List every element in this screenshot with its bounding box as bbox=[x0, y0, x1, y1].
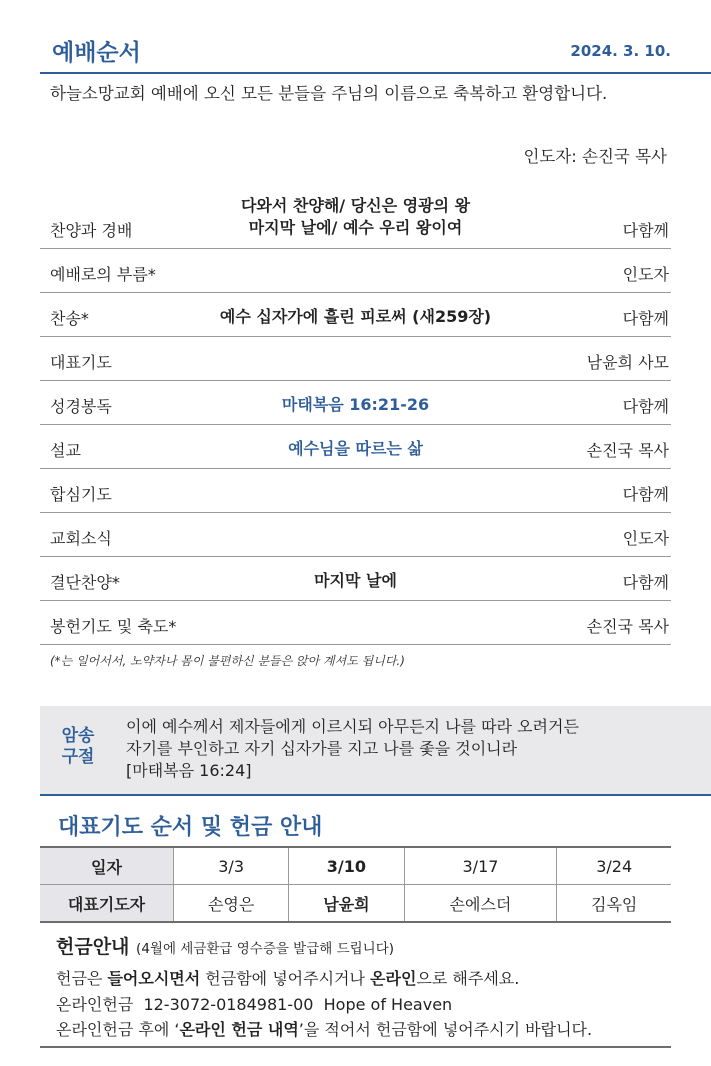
online-account-line: 온라인헌금 12-3072-0184981-00 Hope of Heaven bbox=[56, 995, 453, 1014]
memory-verse-title-line2: 구절 bbox=[61, 747, 95, 767]
order-label: 설교 bbox=[50, 441, 81, 460]
order-person: 손진국 목사 bbox=[586, 441, 669, 460]
order-label: 성경봉독 bbox=[50, 397, 112, 416]
section-title-prayer-offering: 대표기도 순서 및 헌금 안내 bbox=[58, 815, 323, 840]
offering-emphasis: 들어오시면서 bbox=[107, 969, 201, 988]
offering-text: 온라인헌금 후에 ‘ bbox=[56, 1020, 180, 1039]
offering-line-3 bbox=[56, 1017, 592, 1040]
table-row-prayers bbox=[40, 885, 671, 923]
order-label: 봉헌기도 및 축도* bbox=[50, 617, 177, 636]
memory-verse-reference: [마태복음 16:24] bbox=[126, 761, 252, 780]
prayer-schedule-table bbox=[40, 846, 671, 923]
offering-text: 으로 해주세요. bbox=[416, 969, 520, 988]
order-label: 찬송* bbox=[50, 309, 89, 328]
offering-emphasis: 온라인 bbox=[370, 969, 417, 988]
row-header-prayer: 대표기도자 bbox=[40, 885, 174, 923]
order-person: 남윤희 사모 bbox=[586, 353, 669, 372]
standing-note: (*는 일어서서, 노약자나 몸이 불편하신 분들은 앉아 계셔도 됩니다.) bbox=[50, 654, 405, 668]
order-row bbox=[40, 425, 671, 469]
order-person: 인도자 bbox=[622, 265, 669, 284]
order-row bbox=[40, 337, 671, 381]
section-divider bbox=[40, 794, 711, 796]
page-title: 예배순서 bbox=[52, 40, 141, 66]
offering-subtitle: (4월에 세금환급 영수증을 발급해 드립니다) bbox=[136, 941, 395, 957]
order-detail-line: 마지막 날에/ 예수 우리 왕이여 bbox=[248, 218, 463, 237]
order-label: 대표기도 bbox=[50, 353, 112, 372]
page-header bbox=[40, 30, 711, 74]
order-detail bbox=[40, 394, 671, 416]
order-row bbox=[40, 513, 671, 557]
prayer-name-cell: 손영은 bbox=[174, 885, 289, 923]
bottom-divider bbox=[40, 1046, 671, 1048]
order-row bbox=[40, 469, 671, 513]
service-leader: 인도자: 손진국 목사 bbox=[523, 147, 667, 166]
date-cell: 3/24 bbox=[557, 847, 671, 885]
offering-title bbox=[56, 932, 394, 959]
date-cell: 3/3 bbox=[174, 847, 289, 885]
offering-info bbox=[40, 920, 671, 1047]
order-row bbox=[40, 293, 671, 337]
memory-verse-title-line1: 암송 bbox=[61, 726, 95, 746]
row-header-date: 일자 bbox=[40, 847, 174, 885]
order-person: 손진국 목사 bbox=[586, 617, 669, 636]
memory-verse-text bbox=[126, 716, 579, 782]
order-detail-line: 마지막 날에 bbox=[314, 571, 397, 590]
order-label: 교회소식 bbox=[50, 529, 112, 548]
offering-title-text: 헌금안내 bbox=[56, 936, 130, 958]
order-person: 다함께 bbox=[622, 397, 669, 416]
prayer-name-cell: 김옥임 bbox=[557, 885, 671, 923]
worship-order-list bbox=[40, 187, 671, 645]
prayer-name-cell-current: 남윤희 bbox=[289, 885, 404, 923]
order-label: 합심기도 bbox=[50, 485, 112, 504]
order-person: 인도자 bbox=[622, 529, 669, 548]
offering-text: 헌금함에 넣어주시거나 bbox=[200, 969, 371, 988]
order-label: 찬양과 경배 bbox=[50, 221, 133, 240]
order-row bbox=[40, 187, 671, 249]
memory-verse-title bbox=[60, 726, 96, 768]
memory-verse-line: 자기를 부인하고 자기 십자가를 지고 나를 좇을 것이니라 bbox=[126, 739, 518, 758]
order-row bbox=[40, 557, 671, 601]
order-detail-line: 다와서 찬양해/ 당신은 영광의 왕 bbox=[240, 196, 471, 215]
date-cell-current: 3/10 bbox=[289, 847, 404, 885]
order-detail bbox=[40, 195, 671, 239]
offering-line-1 bbox=[56, 966, 519, 989]
service-date: 2024. 3. 10. bbox=[570, 42, 671, 60]
order-detail-line: 마태복음 16:21-26 bbox=[281, 395, 430, 414]
order-person: 다함께 bbox=[622, 573, 669, 592]
order-person: 다함께 bbox=[622, 221, 669, 240]
order-detail bbox=[40, 306, 671, 328]
order-row bbox=[40, 381, 671, 425]
table-row-dates bbox=[40, 847, 671, 885]
welcome-message: 하늘소망교회 예배에 오신 모든 분들을 주님의 이름으로 축복하고 환영합니다. bbox=[50, 84, 608, 103]
order-row bbox=[40, 601, 671, 645]
order-detail-line: 예수님을 따르는 삶 bbox=[288, 439, 423, 458]
offering-text: 헌금은 bbox=[56, 969, 108, 988]
prayer-name-cell: 손에스더 bbox=[404, 885, 557, 923]
offering-text: ’을 적어서 헌금함에 넣어주시기 바랍니다. bbox=[298, 1020, 593, 1039]
date-cell: 3/17 bbox=[404, 847, 557, 885]
order-person: 다함께 bbox=[622, 309, 669, 328]
memory-verse-box bbox=[40, 706, 711, 794]
order-person: 다함께 bbox=[622, 485, 669, 504]
header-divider bbox=[40, 72, 711, 74]
order-detail bbox=[40, 438, 671, 460]
offering-emphasis: 온라인 헌금 내역 bbox=[179, 1020, 299, 1039]
memory-verse-line: 이에 예수께서 제자들에게 이르시되 아무든지 나를 따라 오려거든 bbox=[126, 717, 579, 736]
order-row bbox=[40, 249, 671, 293]
order-label: 예배로의 부름* bbox=[50, 265, 156, 284]
order-detail bbox=[40, 570, 671, 592]
order-label: 결단찬양* bbox=[50, 573, 120, 592]
order-detail-line: 예수 십자가에 흘린 피로써 (새259장) bbox=[219, 307, 492, 326]
